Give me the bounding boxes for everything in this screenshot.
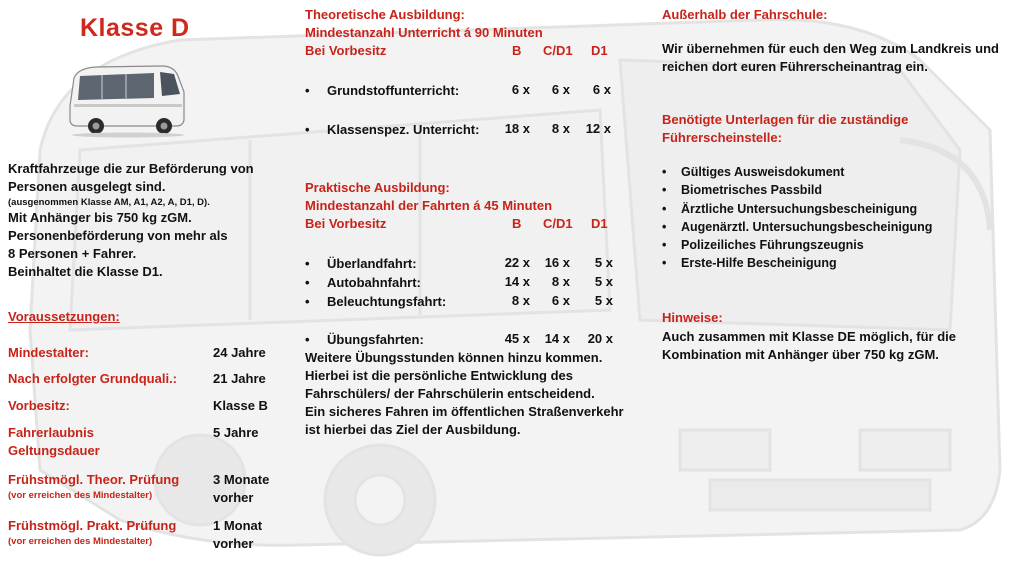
desc-line: Personen ausgelegt sind. [8,179,166,194]
list-item [662,236,1002,254]
practice-value-b: 14 x [504,274,530,289]
bullet-icon: • [305,332,310,347]
theory-value-d1: 12 x [585,121,611,136]
practice-prereq-label: Bei Vorbesitz [305,216,387,231]
list-item [662,254,1002,272]
desc-line: Mit Anhänger bis 750 kg zGM. [8,210,192,225]
bullet-icon: • [662,238,667,253]
practice-value-cd1: 16 x [544,255,570,270]
practice-value-b: 45 x [504,331,530,346]
bullet-icon: • [305,122,310,137]
requirement-label: Fahrerlaubnis Geltungsdauer [8,425,100,458]
theory-heading: Theoretische Ausbildung: [305,7,465,22]
requirement-label: Frühstmögl. Prakt. Prüfung [8,518,177,533]
requirement-sub: (vor erreichen des Mindestalter) [8,490,153,501]
practice-value-d1: 5 x [594,274,613,289]
practice-col-b: B [512,216,522,231]
practice-value-cd1: 6 x [551,293,570,308]
notes-heading: Hinweise: [662,310,723,325]
requirement-value: 3 Monate vorher [213,472,270,505]
desc-note: (ausgenommen Klasse AM, A1, A2, A, D1, D). [8,197,210,208]
practice-note: ist hierbei das Ziel der Ausbildung. [305,422,521,437]
desc-line: Kraftfahrzeuge die zur Beförderung von [8,161,254,176]
requirement-label-wrap [8,517,208,549]
theory-col-cd1: C/D1 [543,43,573,58]
practice-row-label: Überlandfahrt: [327,256,417,271]
requirement-label: Mindestalter: [8,345,89,360]
outside-heading: Außerhalb der Fahrschule: [662,7,828,22]
notes-text [662,328,1012,364]
practice-value-b: 22 x [504,255,530,270]
practice-heading: Praktische Ausbildung: [305,180,450,195]
page-title: Klasse D [80,14,190,42]
requirement-label: Vorbesitz: [8,398,70,413]
document-label: Biometrisches Passbild [681,183,823,198]
outside-text [662,40,1012,76]
bullet-icon: • [662,183,667,198]
outside-line: reichen dort euren Führerscheinantrag ein. [662,59,928,74]
list-item [662,163,1002,181]
documents-heading: Benötigte Unterlagen für die zuständige [662,112,909,127]
bullet-icon: • [662,219,667,234]
practice-note: Weitere Übungsstunden können hinzu kommen. [305,350,603,365]
bullet-icon: • [662,201,667,216]
practice-note: Fahrschülers/ der Fahrschülerin entscheidend. [305,386,595,401]
theory-row-label: Klassenspez. Unterricht: [327,122,480,137]
theory-value-b: 6 x [511,82,530,97]
list-item [662,218,1002,236]
requirement-value: 24 Jahre [213,345,266,360]
requirements-heading: Voraussetzungen: [8,309,120,324]
outside-line: Wir übernehmen für euch den Weg zum Landkreis und [662,41,999,56]
documents-heading-2: Führerscheinstelle: [662,130,782,145]
practice-value-d1: 20 x [587,331,613,346]
requirement-sub: (vor erreichen des Mindestalter) [8,536,153,547]
bullet-icon: • [305,256,310,271]
requirement-label: Nach erfolgter Grundquali.: [8,371,178,386]
bullet-icon: • [662,165,667,179]
requirement-value: 1 Monat vorher [213,518,263,551]
practice-value-b: 8 x [511,293,530,308]
practice-col-cd1: C/D1 [543,216,573,231]
theory-value-cd1: 8 x [551,121,570,136]
bullet-icon: • [305,275,310,290]
practice-row-label: Übungsfahrten: [327,332,424,347]
theory-value-cd1: 6 x [551,82,570,97]
requirement-value: 5 Jahre [213,425,259,440]
requirement-label: Frühstmögl. Theor. Prüfung [8,472,180,487]
document-label: Polizeiliches Führungszeugnis [681,238,864,253]
requirement-value: 21 Jahre [213,371,266,386]
theory-subheading: Mindestanzahl Unterricht á 90 Minuten [305,25,543,40]
practice-value-cd1: 8 x [551,274,570,289]
list-item [662,181,1002,199]
bullet-icon: • [305,294,310,309]
practice-note: Ein sicheres Fahren im öffentlichen Straßenverkehr [305,404,624,419]
bullet-icon: • [662,256,667,271]
theory-row-label: Grundstoffunterricht: [327,83,460,98]
desc-line: 8 Personen + Fahrer. [8,246,137,261]
practice-col-d1: D1 [591,216,608,231]
theory-value-d1: 6 x [592,82,611,97]
notes-line: Auch zusammen mit Klasse DE möglich, für die [662,329,957,344]
documents-list [662,163,1002,273]
document-label: Ärztliche Untersuchungsbescheinigung [681,201,918,216]
desc-line: Personenbeförderung von mehr als [8,228,228,243]
list-item [662,200,1002,218]
practice-row-label: Beleuchtungsfahrt: [327,294,447,309]
practice-value-d1: 5 x [594,255,613,270]
practice-value-cd1: 14 x [544,331,570,346]
practice-subheading: Mindestanzahl der Fahrten á 45 Minuten [305,198,553,213]
bullet-icon: • [305,83,310,98]
requirement-value: Klasse B [213,398,268,413]
document-label: Gültiges Ausweisdokument [681,165,845,179]
requirement-label-wrap [8,471,208,503]
practice-row-label: Autobahnfahrt: [327,275,421,290]
bus-icon [66,62,188,138]
class-description [8,160,293,281]
theory-prereq-label: Bei Vorbesitz [305,43,387,58]
theory-value-b: 18 x [504,121,530,136]
document-label: Erste-Hilfe Bescheinigung [681,256,837,271]
theory-col-d1: D1 [591,43,608,58]
practice-value-d1: 5 x [594,293,613,308]
practice-notes [305,349,650,439]
document-label: Augenärztl. Untersuchungsbescheinigung [681,219,933,234]
practice-note: Hierbei ist die persönliche Entwicklung des [305,368,574,383]
desc-line: Beinhaltet die Klasse D1. [8,264,163,279]
theory-col-b: B [512,43,522,58]
notes-line: Kombination mit Anhänger über 750 kg zGM. [662,347,939,362]
